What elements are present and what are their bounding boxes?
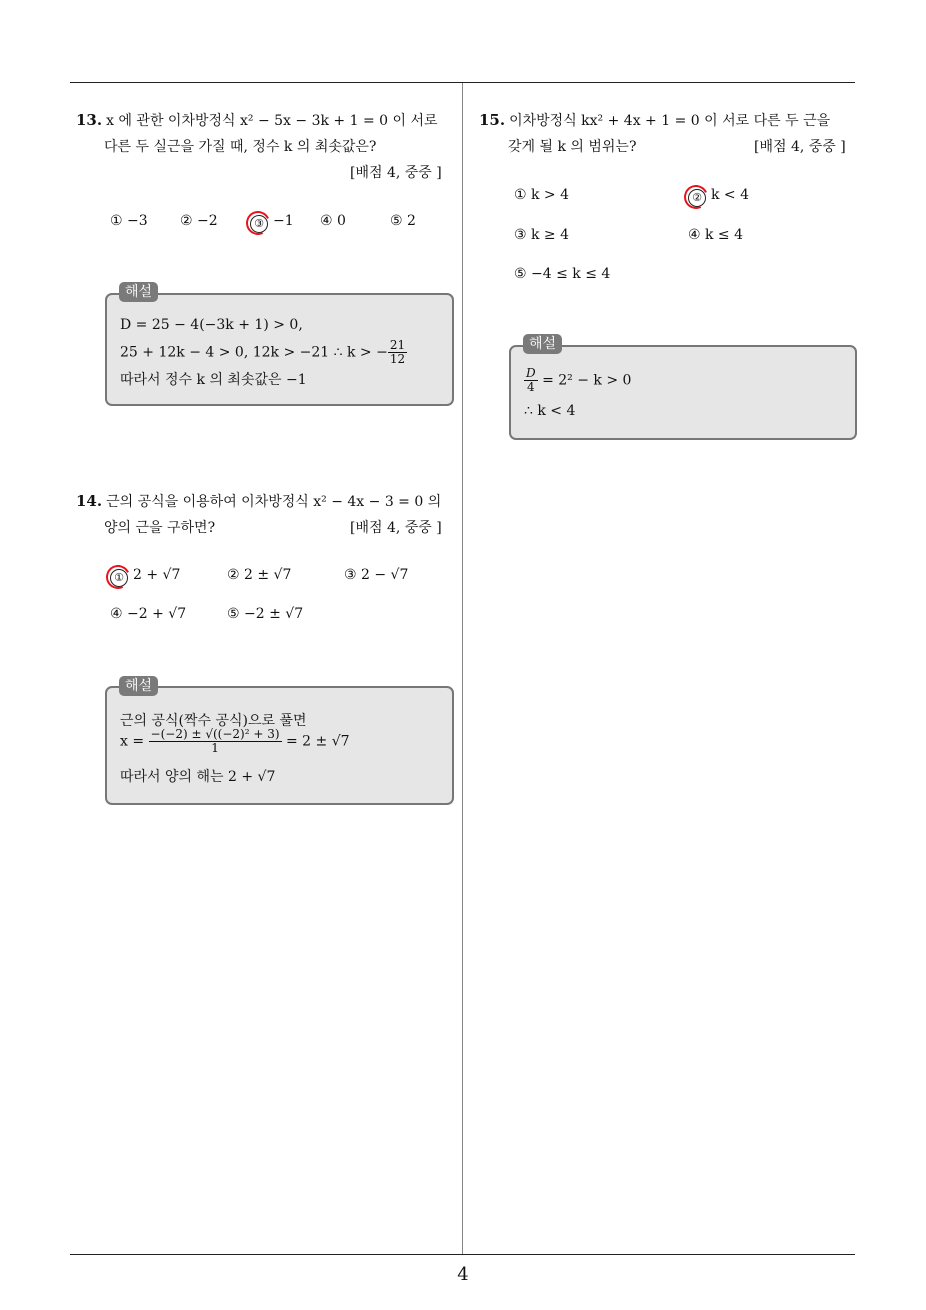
question-14-choice-4[interactable]: ④ −2 + √7 <box>110 606 187 622</box>
page-number: 4 <box>457 1264 469 1285</box>
selected-answer-mark: ① <box>110 569 128 587</box>
question-15-choice-2[interactable]: ② k < 4 <box>688 187 749 207</box>
question-15-solution-line-2: ∴ k < 4 <box>524 403 576 419</box>
question-14-solution-box <box>105 686 454 805</box>
question-13-choice-1[interactable]: ① −3 <box>110 213 148 229</box>
question-13-solution-box <box>105 293 454 406</box>
question-15-score: [배점 4, 중중 ] <box>754 139 846 155</box>
question-15-choice-1[interactable]: ① k > 4 <box>514 187 570 203</box>
question-15-choice-5[interactable]: ⑤ −4 ≤ k ≤ 4 <box>514 266 611 282</box>
question-13-solution-line-3: 따라서 정수 k 의 최솟값은 −1 <box>120 372 307 388</box>
question-15-solution-box <box>509 345 857 440</box>
question-14-number: 14. <box>76 492 103 510</box>
selected-answer-mark: ② <box>688 189 706 207</box>
column-divider <box>462 83 463 1254</box>
question-15-line-2: 갖게 될 k 의 범위는? <box>508 139 637 155</box>
question-14-choice-5[interactable]: ⑤ −2 ± √7 <box>227 606 304 622</box>
question-15-number: 15. <box>479 111 506 129</box>
question-13-choice-3[interactable]: ③ −1 <box>250 213 294 233</box>
question-14-solution-line-2: x = $\frac{\text{−(−2) ± √((−2)² + 3)}}{1}$ = 2 ± √7 <box>120 727 350 755</box>
question-15-solution-line-1: $\frac{D}{4}$ = 2² − k > 0 <box>526 366 632 394</box>
selected-answer-mark: ③ <box>250 215 268 233</box>
question-14-solution-line-3: 따라서 양의 해는 2 + √7 <box>120 769 276 785</box>
bottom-rule <box>70 1254 855 1255</box>
question-14-choice-3[interactable]: ③ 2 − √7 <box>344 567 409 583</box>
question-13-solution-line-1: D = 25 − 4(−3k + 1) > 0, <box>120 317 303 333</box>
question-13-choice-4[interactable]: ④ 0 <box>320 213 346 229</box>
question-13-choice-5[interactable]: ⑤ 2 <box>390 213 416 229</box>
question-15-choice-3[interactable]: ③ k ≥ 4 <box>514 227 570 243</box>
question-14-line-1: 근의 공식을 이용하여 이차방정식 x² − 4x − 3 = 0 의 <box>106 494 442 510</box>
question-14-choice-1[interactable]: ① 2 + √7 <box>110 567 180 587</box>
question-14-solution-tab: 해설 <box>119 676 158 696</box>
question-14-score: [배점 4, 중중 ] <box>350 520 442 536</box>
question-15-solution-tab: 해설 <box>523 334 562 354</box>
question-15-line-1: 이차방정식 kx² + 4x + 1 = 0 이 서로 다른 두 근을 <box>509 113 831 129</box>
question-13-line-1: x 에 관한 이차방정식 x² − 5x − 3k + 1 = 0 이 서로 <box>106 113 438 129</box>
question-14-line-2: 양의 근을 구하면? <box>104 520 216 536</box>
question-14-choice-2[interactable]: ② 2 ± √7 <box>227 567 292 583</box>
question-13-line-2: 다른 두 실근을 가질 때, 정수 k 의 최솟값은? <box>104 139 377 155</box>
question-14-solution-line-1: 근의 공식(짝수 공식)으로 풀면 <box>120 713 307 729</box>
question-13-solution-tab: 해설 <box>119 282 158 302</box>
question-13-number: 13. <box>76 111 103 129</box>
question-13-score: [배점 4, 중중 ] <box>350 165 442 181</box>
question-15-choice-4[interactable]: ④ k ≤ 4 <box>688 227 744 243</box>
question-13-choice-2[interactable]: ② −2 <box>180 213 218 229</box>
question-13-solution-line-2: 25 + 12k − 4 > 0, 12k > −21 ∴ k > − $\frac{21}{12}$ <box>120 338 406 366</box>
